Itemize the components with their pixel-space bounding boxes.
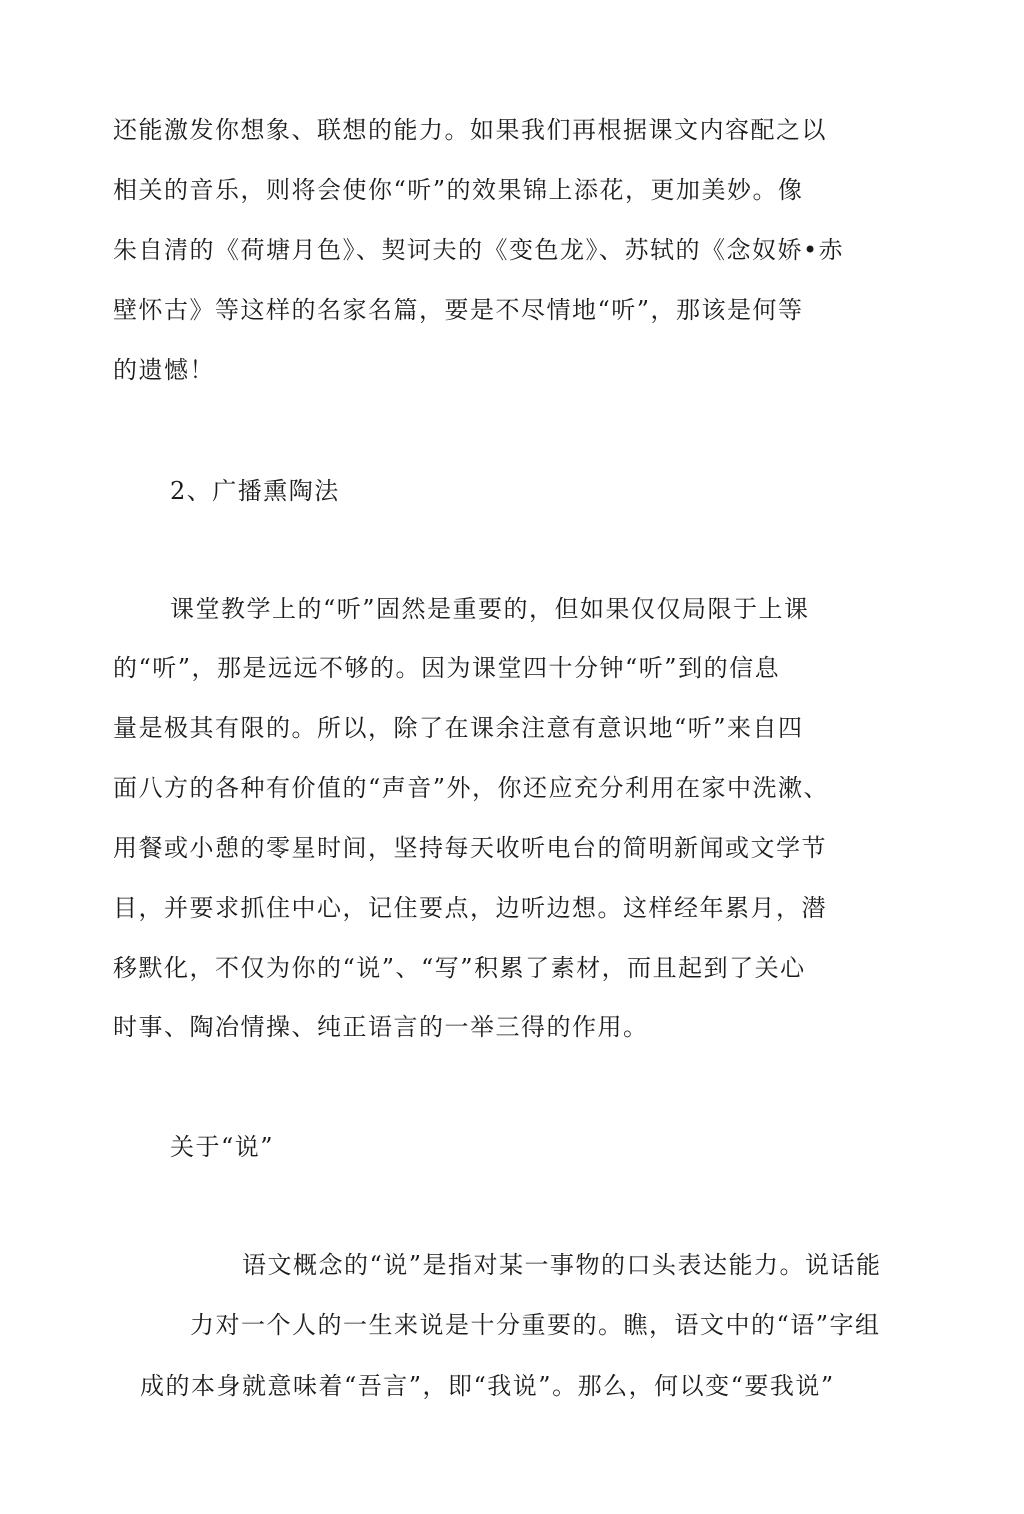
text-line: 的遗憾！ [113,356,215,384]
text-line: 时事、陶冶情操、纯正语言的一举三得的作用。 [113,1013,649,1041]
text-line: 朱自清的《荷塘月色》、契诃夫的《变色龙》、苏轼的《念奴娇•赤 [113,236,845,264]
text-line: 还能激发你想象、联想的能力。如果我们再根据课文内容配之以 [113,116,827,144]
text-line: 量是极其有限的。所以，除了在课余注意有意识地“听”来自四 [113,714,804,742]
text-line: 面八方的各种有价值的“声音”外，你还应充分利用在家中洗漱、 [113,774,830,802]
text-line: 成的本身就意味着“吾言”，即“我说”。那么，何以变“要我说” [140,1372,835,1400]
text-line: 语文概念的“说”是指对某一事物的口头表达能力。说话能 [242,1251,882,1279]
text-line: 的“听”，那是远远不够的。因为课堂四十分钟“听”到的信息 [113,654,781,682]
section-heading-broadcast: 2、广播熏陶法 [170,477,340,505]
text-line: 目，并要求抓住中心，记住要点，边听边想。这样经年累月，潜 [113,894,827,922]
text-line: 移默化，不仅为你的“说”、“写”积累了素材，而且起到了关心 [113,954,806,982]
text-line: 壁怀古》等这样的名家名篇，要是不尽情地“听”，那该是何等 [113,296,804,324]
text-line: 力对一个人的一生来说是十分重要的。瞧，语文中的“语”字组 [190,1311,881,1339]
section-heading-speaking: 关于“说” [170,1133,275,1161]
text-line: 相关的音乐，则将会使你“听”的效果锦上添花，更加美妙。像 [113,176,804,204]
text-line: 用餐或小憩的零星时间，坚持每天收听电台的简明新闻或文学节 [113,834,827,862]
text-line: 课堂教学上的“听”固然是重要的，但如果仅仅局限于上课 [170,595,810,623]
